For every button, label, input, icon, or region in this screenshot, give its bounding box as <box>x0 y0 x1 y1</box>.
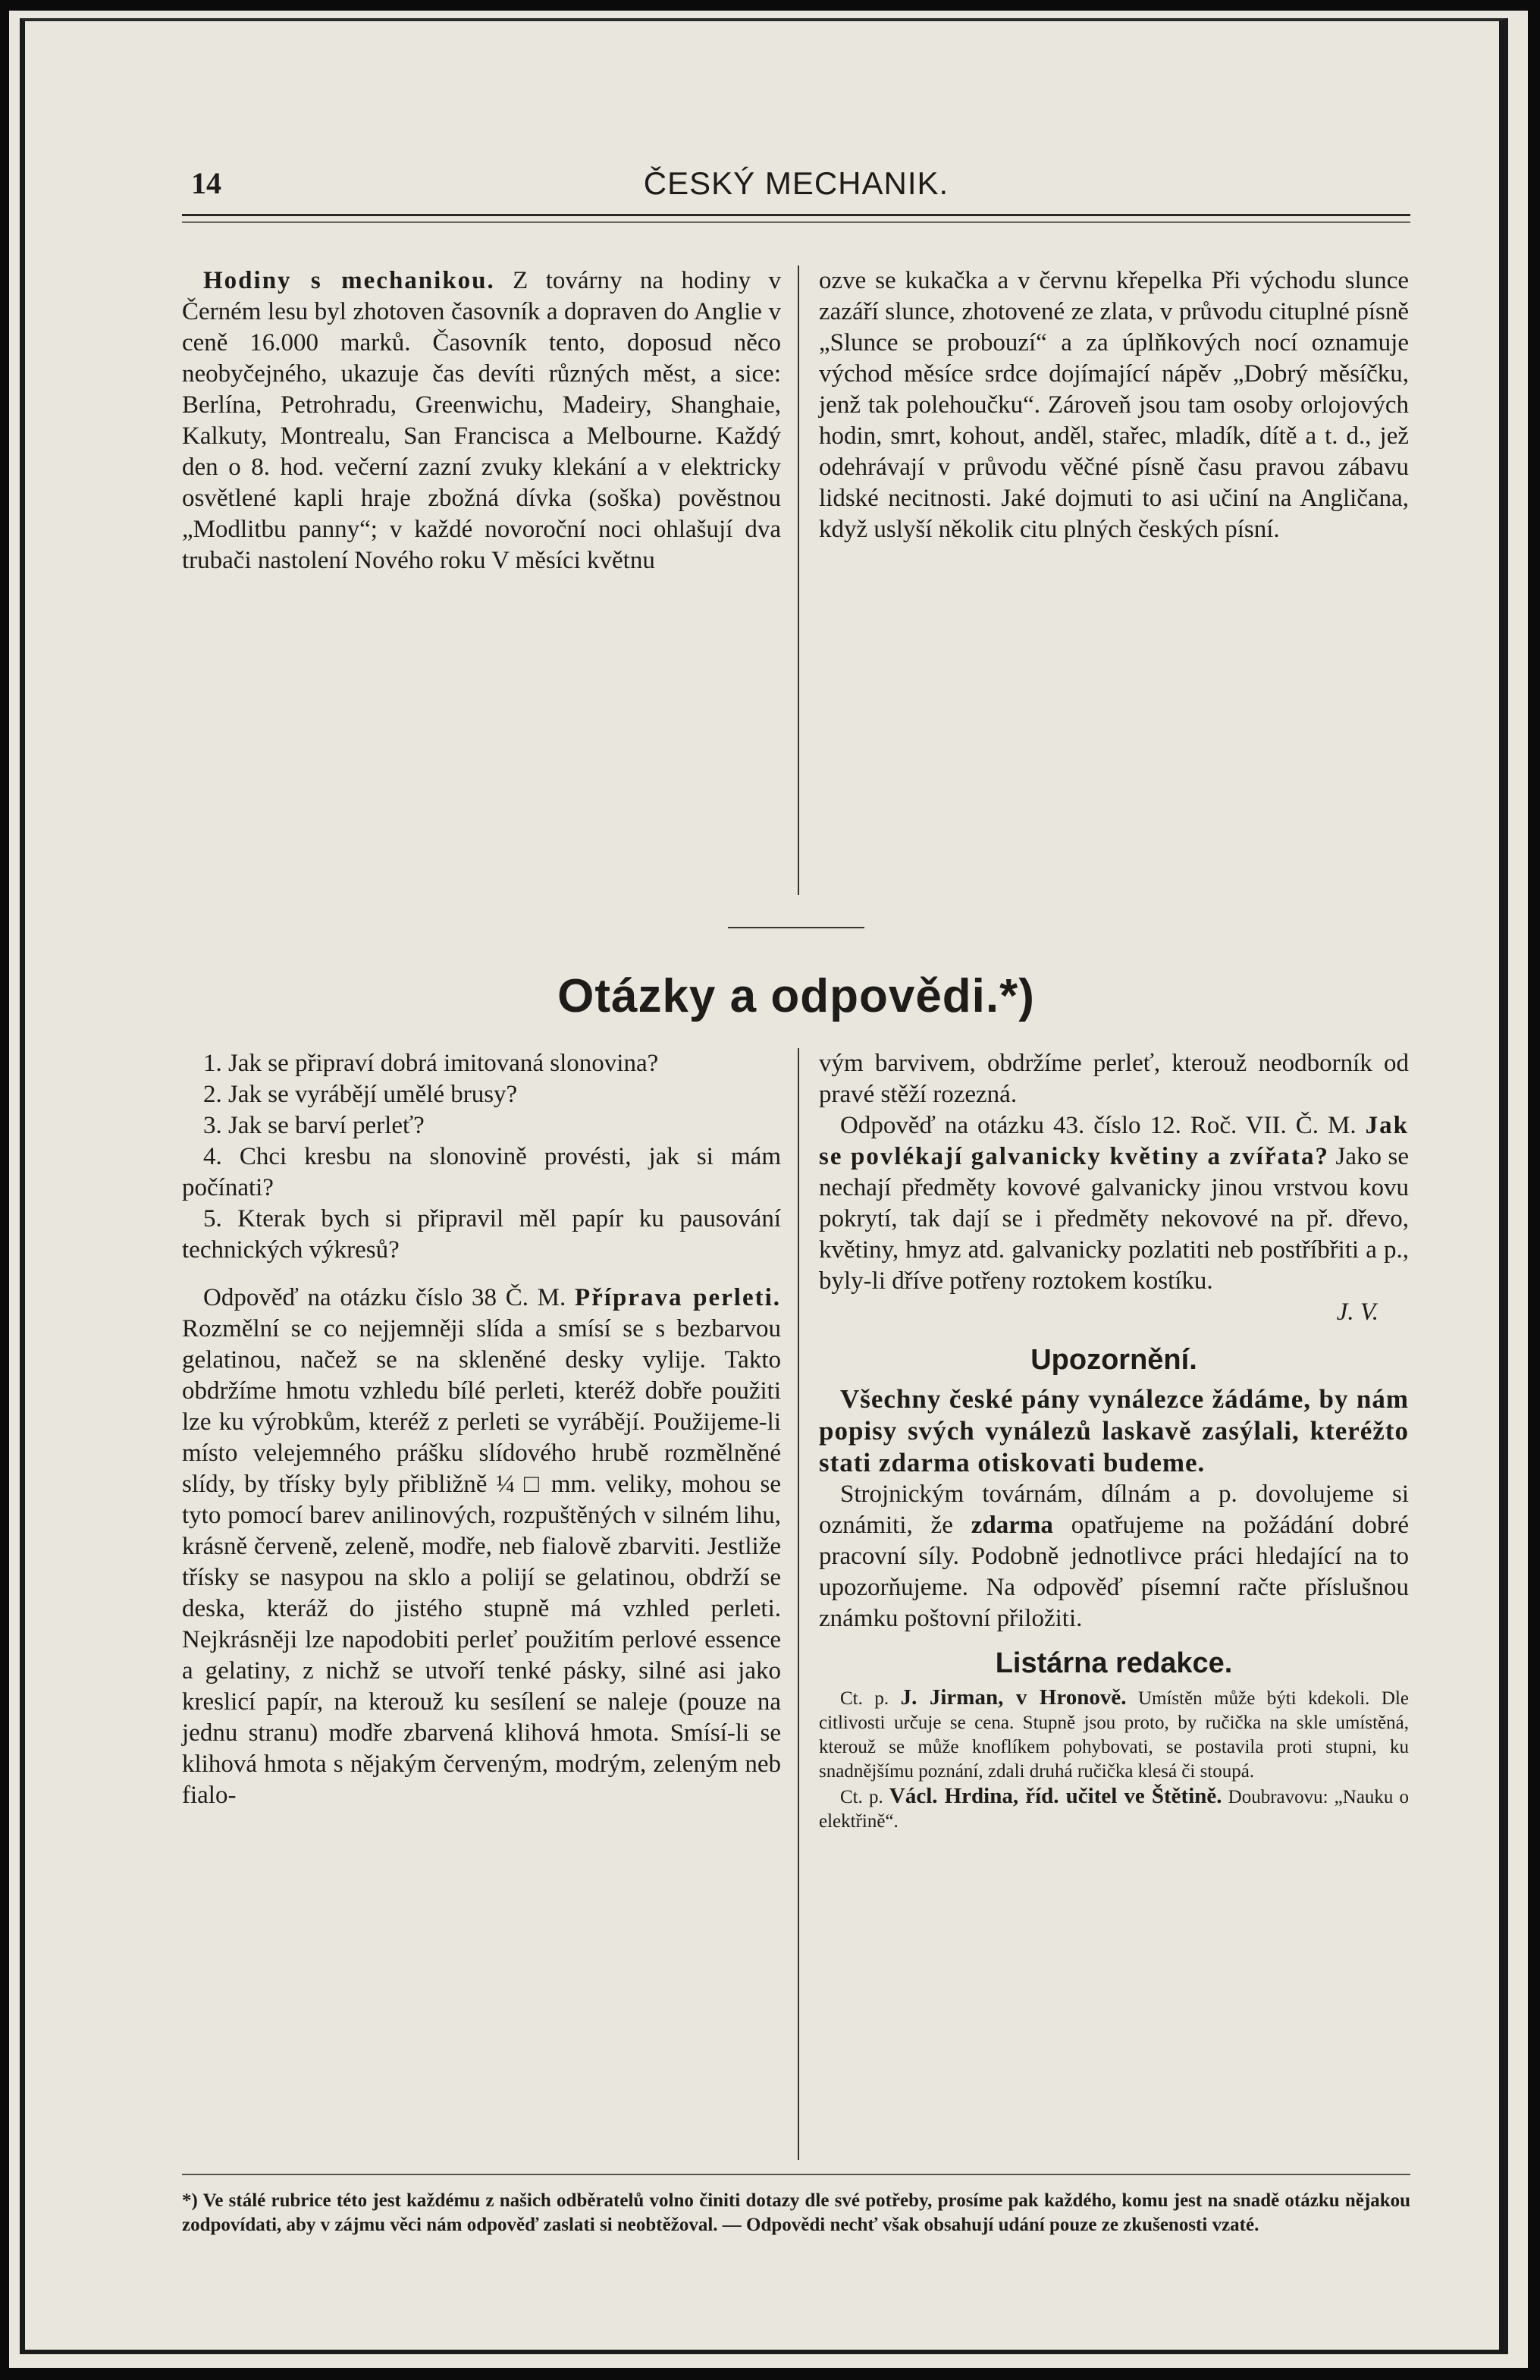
listarna-entry-1-lead: Ct. p. <box>840 1688 889 1709</box>
article-clock-text-right: ozve se kukačka a v červnu křepelka Při východu slunce zazáří slunce, zhotovené ze zlata, v průvodu cituplné písně „Slunce se probouzí“ a za úplňkových nocí oznamuje východ měsíce srdce dojímající nápěv „Dobrý měsíčku, jenž tak polehoučku“. Zároveň jsou tam osoby orlojových hodin, smrt, kohout, anděl, stařec, mladík, dítě a t. d., jež odehrávají v průvodu věčné písně času pravou zábavu lidské necitnosti. Jaké dojmuti to asi učiní na Angličana, když uslyší několik citu plných českých písní. <box>819 267 1409 543</box>
question-5: 5. Kterak bych si připravil měl papír ku pausování technických výkresů? <box>182 1205 781 1264</box>
article-clock-left-column <box>182 265 781 576</box>
header-rule-thin <box>182 221 1410 223</box>
running-title: ČESKÝ MECHANIK. <box>643 165 949 201</box>
notice-inventors: Všechny české pány vynálezce žádáme, by nám popisy svých vynálezů laskavě zasýlali, kteréžto stati zdarma otiskovati budeme. <box>819 1384 1409 1477</box>
footnote: *) Ve stálé rubrice této jest každému z našich odběratelů volno činiti dotazy dle své potřeby, prosíme pak každého, komu jest na snadě otázku nějakou zodpovídati, aby v zájmu věci nám odpověď zaslati si neobtěžoval. — Odpovědi nechť však obsahují udání pouze ze zkušenosti vzaté. <box>182 2190 1410 2235</box>
answer-38 <box>182 1283 781 1811</box>
answer-43-lead: Odpověď na otázku 43. číslo 12. Roč. VII. Č. M. <box>840 1112 1357 1139</box>
answer-43-signature: J. V. <box>1336 1298 1378 1326</box>
listarna-entry-1 <box>819 1685 1409 1784</box>
question-1: 1. Jak se připraví dobrá imitovaná slonovina? <box>203 1050 659 1077</box>
listarna-entry-2-lead: Ct. p. <box>840 1787 883 1807</box>
listarna-title: Listárna redakce. <box>995 1647 1233 1679</box>
notice-text-after: opatřujeme na požádání dobré pracovní síly. Podobně jednotlivce práci hledající na to upozorňujeme. Na odpověď písemní račte příslušnou známku poštovní přiložiti. <box>819 1512 1410 1632</box>
answer-43-signature-row <box>819 1297 1409 1328</box>
notice-workforce <box>819 1479 1409 1634</box>
notice-title: Upozornění. <box>1030 1344 1197 1376</box>
article-separator <box>728 927 864 928</box>
answer-38-title: Příprava perleti. <box>574 1284 782 1311</box>
answer-38-continuation: vým barvivem, obdržíme perleť, kterouž neodborník od pravé stěží rozezná. <box>819 1050 1409 1108</box>
answer-43-text: Jako se nechají předměty kovové galvanicky jinou vrstvou kovu pokrytí, tak dají se i předměty nekovové na př. dřevo, květiny, hmyz atd. galvanicky pozlatiti neb postříbřiti a p., byly-li dříve potřeny roztokem kostíku. <box>819 1143 1410 1295</box>
answer-38-text: Rozmělní se co nejjemněji slída a smísí se s bezbarvou gelatinou, načež se na skleněné desky vylije. Takto obdržíme hmotu vzhledu bílé perleti, kteréž dobře použiti lze ku výrobkům, kteréž z perleti se vyrábějí. Použijeme-li místo velejemného prášku slídového hrubě rozmělněné slídy, by třísky byly přibližně ¼ □ mm. veliky, mohou se tyto pomocí barev anilinových, rozpuštěných v silném lihu, krásně červeně, zeleně, modře, neb fialově zbarviti. Jestliže třísky se nasypou na sklo a polijí se gelatinou, obdrží se deska, kteráž do jistého stupně má vzhled perleti. Nejkrásněji lze napodobiti perleť použitím perlové essence a gelatiny, z nichž se utvoří tenké pásky, silné asi jako kreslicí papír, na kterouž ku sesílení se naleje (pouze na jednu stranu) modře zbarvená klihová hmota. Smísí-li se klihová hmota s nějakým červeným, modrým, zeleným neb fialo- <box>182 1315 781 1809</box>
article-clock-right-column <box>819 265 1409 545</box>
column-divider <box>798 1048 799 2160</box>
article-clock-text-left: Z továrny na hodiny v Černém lesu byl zhotoven časovník a dopraven do Anglie v ceně 16.000 marků. Časovník tento, doposud něco neobyčejného, ukazuje čas devíti různých měst, a sice: Berlína, Petrohradu, Greenwichu, Madeiry, Shanghaie, Kalkuty, Montrealu, San Francisca a Melbourne. Každý den o 8. hod. večerní zazní zvuky klekání a v elektricky osvětlené kapli hraje zbožná dívka (soška) pověstnou „Modlitbu panny“; v každé novoroční noci ohlašují dva trubači nastolení Nového roku V měsíci květnu <box>182 267 782 574</box>
qa-left-column <box>182 1048 781 1811</box>
answer-43-title: Jak se povlékají galvanicky květiny a zvířata? <box>819 1112 1409 1170</box>
article-clock-headline: Hodiny s mechanikou. <box>203 267 495 294</box>
listarna-entry-2 <box>819 1784 1409 1834</box>
page-header <box>182 159 1410 205</box>
section-title-qa: Otázky a odpovědi.*) <box>557 970 1035 1022</box>
qa-right-column <box>819 1048 1409 1834</box>
question-3: 3. Jak se barví perleť? <box>203 1112 425 1139</box>
listarna-entry-1-text: Umístěn může býti kdekoli. Dle citlivosti určuje se cena. Stupně jsou proto, by ručička na skle umístěná, kterouž se může knoflíkem pohybovati, se postavila proti stupni, ku snadnějšímu poznání, zdali druhá ručička klesá či stoupá. <box>819 1688 1410 1782</box>
page-number: 14 <box>191 166 221 200</box>
header-rule <box>182 214 1410 216</box>
notice-text-bold: zdarma <box>971 1512 1053 1539</box>
footnote-rule <box>182 2174 1410 2175</box>
answer-43 <box>819 1110 1409 1297</box>
listarna-entry-2-text: Doubravovu: „Nauku o elektřině“. <box>819 1787 1410 1832</box>
column-divider <box>798 265 799 895</box>
question-4: 4. Chci kresbu na slonovině provésti, jak si mám počínati? <box>182 1143 781 1201</box>
listarna-entry-2-name: Václ. Hrdina, říd. učitel ve Štětině. <box>889 1784 1222 1808</box>
listarna-entry-1-name: J. Jirman, v Hronově. <box>900 1685 1127 1710</box>
answer-38-lead: Odpověď na otázku číslo 38 Č. M. <box>203 1284 566 1311</box>
question-2: 2. Jak se vyrábějí umělé brusy? <box>203 1081 518 1108</box>
notice-text-before: Strojnickým továrnám, dílnám a p. dovolujeme si oznámiti, že <box>819 1480 1409 1539</box>
